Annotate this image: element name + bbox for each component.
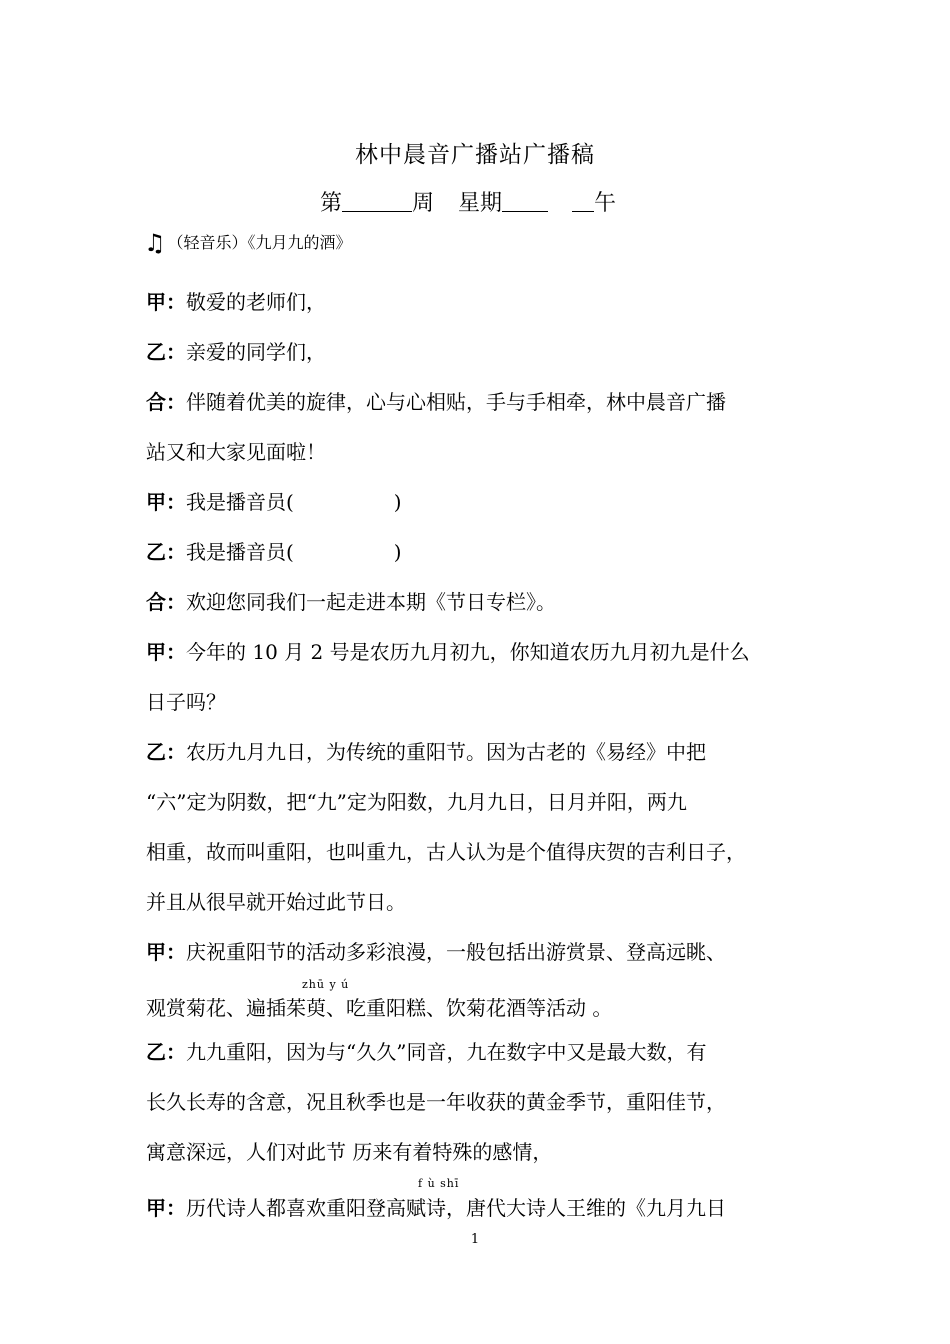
speaker-label: 合： <box>146 390 186 414</box>
speaker-label: 乙： <box>146 1040 186 1064</box>
line-text: 亲爱的同学们， <box>186 340 326 364</box>
line-text: 伴随着优美的旋律，心与心相贴，手与手相牵，林中晨音广播 <box>186 390 726 414</box>
script-line <box>146 936 726 965</box>
week-blank <box>342 189 412 212</box>
line-text: 并且从很早就开始过此节日。 <box>146 890 406 914</box>
line-text: 九九重阳，因为与“久久”同音，九在数字中又是最大数，有 <box>186 1040 707 1064</box>
noon-blank <box>572 189 594 212</box>
script-line <box>146 536 402 565</box>
line-text: 我是播音员( ) <box>186 490 402 514</box>
line-text: 敬爱的老师们， <box>186 290 326 314</box>
background-music-line <box>144 228 352 257</box>
script-line <box>146 992 612 1021</box>
line-text: 寓意深远，人们对此节 历来有着特殊的感情， <box>146 1140 553 1164</box>
week-suffix: 周 <box>412 191 435 216</box>
script-line <box>146 486 402 515</box>
line-text: 相重，故而叫重阳，也叫重九，古人认为是个值得庆贺的吉利日子， <box>146 840 746 864</box>
speaker-label: 甲： <box>146 1196 186 1220</box>
week-prefix: 第 <box>320 191 343 216</box>
script-line <box>146 836 746 865</box>
script-line <box>146 1086 726 1115</box>
line-text: 农历九月九日，为传统的重阳节。因为古老的《易经》中把 <box>186 740 706 764</box>
script-line <box>146 736 706 765</box>
line-text: 庆祝重阳节的活动多彩浪漫，一般包括出游赏景、登高远眺、 <box>186 940 726 964</box>
script-line <box>146 336 326 365</box>
line-text: 站又和大家见面啦！ <box>146 440 326 464</box>
script-line <box>146 286 326 315</box>
document-title: 林中晨音广播站广播稿 <box>355 142 595 168</box>
speaker-label: 甲： <box>146 640 186 664</box>
line-text: 今年的 10 月 2 号是农历九月初九，你知道农历九月初九是什么 <box>186 640 750 664</box>
script-line <box>146 386 726 415</box>
speaker-label: 乙： <box>146 740 186 764</box>
line-text: 历代诗人都喜欢重阳登高赋诗，唐代大诗人王维的《九月九日 <box>186 1196 726 1220</box>
line-text: 欢迎您同我们一起走进本期《节日专栏》。 <box>186 590 556 614</box>
line-text: 观赏菊花、遍插茱萸、吃重阳糕、饮菊花酒等活动 。 <box>146 996 613 1020</box>
script-line <box>146 686 226 715</box>
script-line <box>146 1036 706 1065</box>
speaker-label: 合： <box>146 590 186 614</box>
line-text: 长久长寿的含意，况且秋季也是一年收获的黄金季节，重阳佳节， <box>146 1090 726 1114</box>
pinyin-annotation-zhuyu: zhū y ú <box>302 978 350 991</box>
weekday-blank <box>502 189 548 212</box>
music-text: （轻音乐）《九月九的酒》 <box>167 233 352 252</box>
music-note-icon: ♫ <box>144 228 166 257</box>
script-line <box>146 786 687 815</box>
speaker-label: 乙： <box>146 540 186 564</box>
weekday-label: 星期 <box>458 191 503 216</box>
speaker-label: 甲： <box>146 290 186 314</box>
script-line <box>146 586 556 615</box>
line-text: 日子吗？ <box>146 690 226 714</box>
script-line <box>146 1136 552 1165</box>
line-text: “六”定为阴数，把“九”定为阳数，九月九日，日月并阳，两九 <box>146 790 687 814</box>
noon-suffix: 午 <box>594 191 617 216</box>
script-line <box>146 436 326 465</box>
page-number: 1 <box>470 1232 480 1247</box>
script-line <box>146 886 406 915</box>
date-line <box>320 186 616 217</box>
pinyin-annotation-fushi: f ù shī <box>418 1177 460 1190</box>
speaker-label: 甲： <box>146 490 186 514</box>
speaker-label: 乙： <box>146 340 186 364</box>
script-line <box>146 636 750 665</box>
speaker-label: 甲： <box>146 940 186 964</box>
script-line <box>146 1192 726 1221</box>
line-text: 我是播音员( ) <box>186 540 402 564</box>
